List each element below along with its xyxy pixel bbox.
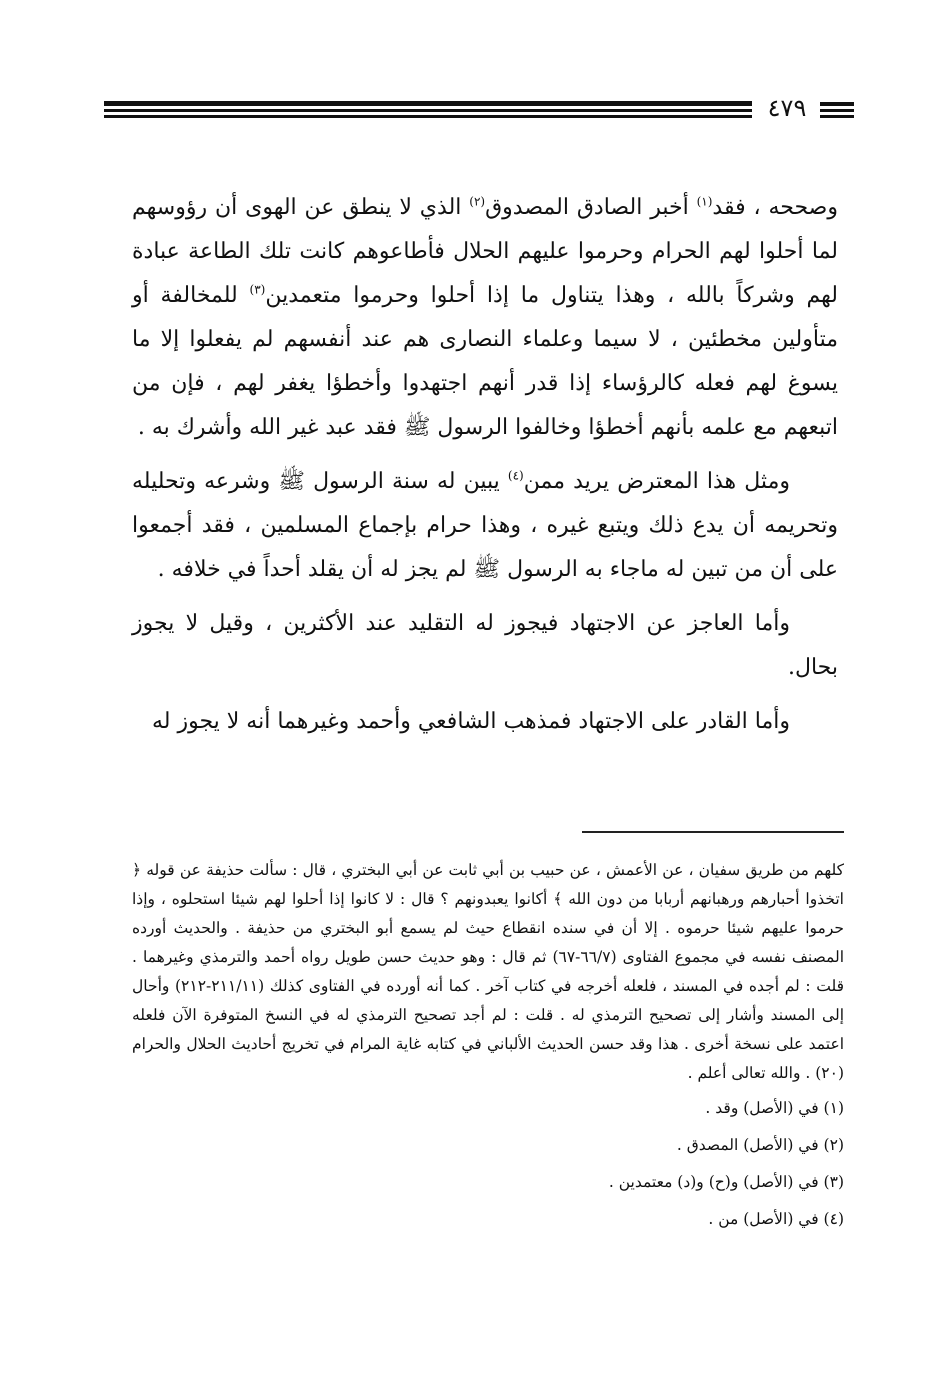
paragraph	[132, 186, 838, 450]
paragraph: وأما القادر على الاجتهاد فمذهب الشافعي وأحمد وغيرهما أنه لا يجوز له	[151, 709, 790, 734]
footnote-item: (١) في (الأصل) وقد .	[705, 1099, 844, 1117]
paragraph: وأما العاجز عن الاجتهاد فيجوز له التقليد عند الأكثرين ، وقيل لا يجوز بحال.	[132, 611, 838, 680]
footnote-item: (٢) في (الأصل) المصدق .	[676, 1136, 844, 1154]
paragraph-text: وصححه ، فقد	[712, 195, 838, 220]
footnote-separator	[582, 831, 844, 833]
footnote-ref: (٣)	[249, 282, 266, 297]
main-body-text	[132, 186, 838, 744]
header-rule-thin	[104, 109, 752, 112]
paragraph	[132, 460, 838, 592]
page-number: ٤٧٩	[767, 94, 807, 122]
paragraph-text: يبين له سنة الرسول ﷺ وشرعه وتحليله وتحريمه أن يدع ذلك ويتبع غيره ، وهذا حرام بإجماع المسلمين ، فقد أجمعوا على أن من تبين له ماجاء به الرسول ﷺ لم يجز له أن يقلد أحداً في خلافه .	[132, 469, 838, 582]
paragraph-text: للمخالفة أو متأولين مخطئين ، لا سيما وعلماء النصارى هم عند أنفسهم لم يفعلوا إلا ما يسوغ لهم فعله كالرؤساء إذا قدر أنهم اجتهدوا وأخطؤا يغفر لهم ، فإن من اتبعهم مع علمه بأنهم أخطؤا وخالفوا الرسول ﷺ فقد عبد غير الله وأشرك به .	[132, 283, 838, 440]
paragraph-text: أخبر الصادق المصدوق	[485, 195, 697, 220]
header-rule-short	[820, 115, 854, 118]
footnote-ref: (٢)	[469, 194, 486, 209]
footnotes	[132, 856, 844, 1236]
footnote-ref: (١)	[696, 194, 713, 209]
paragraph-text: الذي لا ينطق عن الهوى أن رؤوسهم لما أحلوا لهم الحرام وحرموا عليهم الحلال فأطاعوهم كانت تلك الطاعة عبادة لهم وشركاً بالله ، وهذا يتناول ما إذا أحلوا وحرموا متعمدين	[132, 195, 838, 308]
header-rule-thin	[104, 115, 752, 118]
footnote-continuation: كلهم من طريق سفيان ، عن الأعمش ، عن حبيب بن أبي ثابت عن أبي البختري ، قال : سألت حذيفة عن قوله ﴿ اتخذوا أحبارهم ورهبانهم أربابا من دون الله ﴾ أكانوا يعبدونهم ؟ قال : لا كانوا إذا أحلوا لهم شيئا استحلوه ، وإذا حرموا عليهم شيئا حرموه . إلا أن في سنده انقطاع حيث لم يسمع أبو البختري من حذيفة . والحديث أورده المصنف نفسه في مجموع الفتاوى (٦٦/٧-٦٧) ثم قال : وهو حديث حسن طويل رواه أحمد والترمذي وغيرهما . قلت : لم أجده في المسند ، فلعله أخرجه في كتاب آخر . كما أنه أورده في الفتاوى كذلك (٢١١/١١-٢١٢) وأحال إلى المسند وأشار إلى تصحيح الترمذي له . قلت : لم أجد تصحيح الترمذي له في النسخ المتوفرة الآن فلعله اعتمد على نسخة أخرى . هذا وقد حسن الحديث الألباني في كتابه غاية المرام في تخريج أحاديث الحلال والحرام (٢٠) . والله تعالى أعلم .	[132, 861, 844, 1082]
paragraph-text: ومثل هذا المعترض يريد ممن	[523, 469, 790, 494]
header-rule-short	[820, 109, 854, 112]
footnote-ref: (٤)	[507, 468, 524, 483]
header-rule-short	[820, 102, 854, 106]
footnote-item: (٤) في (الأصل) من .	[708, 1210, 844, 1228]
header-rule-thick	[104, 101, 752, 106]
footnote-item: (٣) في (الأصل) و(ح) و(د) معتمدين .	[608, 1173, 844, 1191]
page-header	[104, 94, 854, 128]
